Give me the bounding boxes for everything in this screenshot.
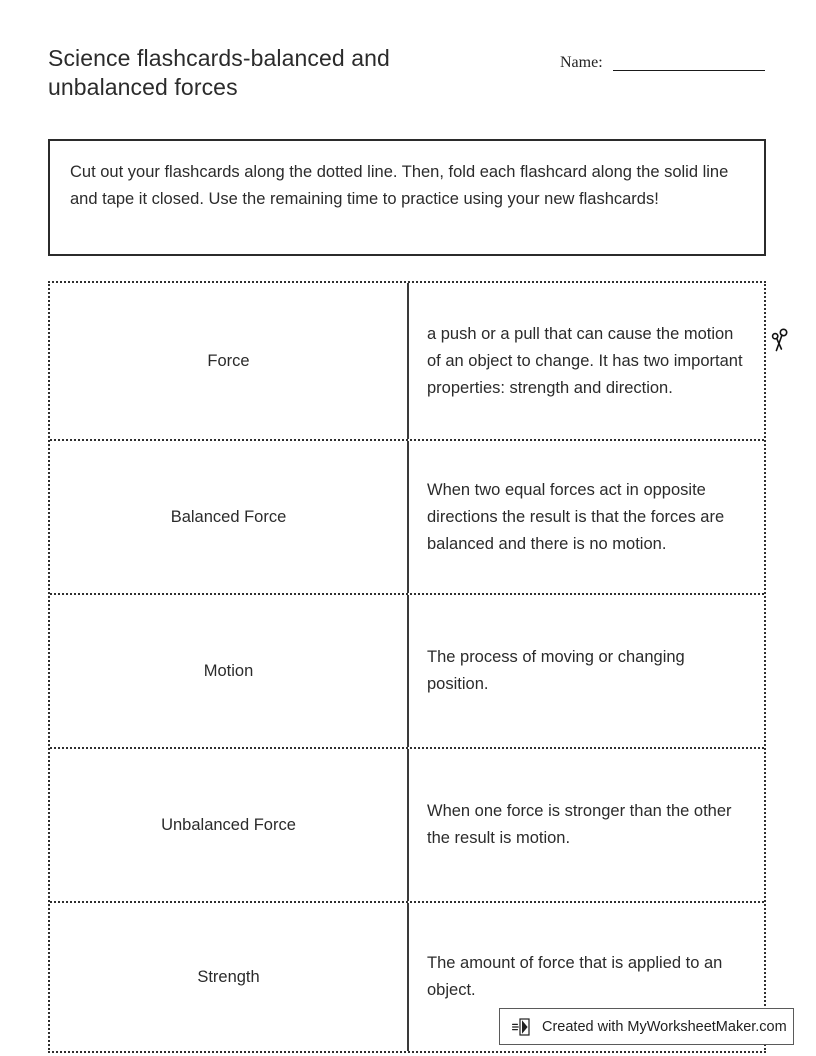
flashcard-term-cell [50,749,409,901]
flashcard-term-cell [50,595,409,747]
flashcard-term-cell [50,283,409,439]
flashcard-term-text: Unbalanced Force [161,816,296,834]
flashcard-definition-text: The process of moving or changing position. [427,648,685,693]
flashcard-definition-text: a push or a pull that can cause the motion of an object to change. It has two important properties: strength and direction. [427,324,743,397]
flashcard-definition-cell [409,283,764,439]
instructions-box [48,139,766,256]
table-row [50,441,764,595]
flashcard-definition-cell [409,749,764,901]
flashcard-term-text: Force [207,352,250,370]
flashcard-term-text: Balanced Force [170,508,287,526]
table-row [50,595,764,749]
page-title: Science flashcards-balanced and unbalanced forces [48,45,390,100]
table-row [50,283,764,441]
watermark-text: Created with MyWorksheetMaker.com [542,1018,787,1035]
scissors-icon [770,326,790,354]
flashcard-term-cell [50,441,409,593]
flashcard-term-text: Motion [203,662,254,680]
worksheet-maker-logo-icon [512,1017,532,1037]
flashcard-definition-cell [409,595,764,747]
name-input-line[interactable] [613,70,765,71]
flashcards-table [48,281,766,1053]
flashcard-definition-text: When two equal forces act in opposite directions the result is that the forces are balanced and there is no motion. [427,480,725,553]
instructions-text: Cut out your flashcards along the dotted line. Then, fold each flashcard along the solid line and tape it closed. Use the remaining time to practice using your new flashcards! [70,163,729,208]
flashcard-definition-text: When one force is stronger than the other the result is motion. [427,802,732,847]
name-label: Name: [560,54,603,71]
flashcard-definition-text: The amount of force that is applied to an object. [427,954,723,999]
watermark-badge [499,1008,794,1045]
flashcard-term-cell [50,903,409,1051]
table-row [50,749,764,903]
flashcard-definition-cell [409,441,764,593]
flashcard-term-text: Strength [197,968,260,986]
worksheet-header [48,44,768,116]
name-field-group [560,54,765,74]
